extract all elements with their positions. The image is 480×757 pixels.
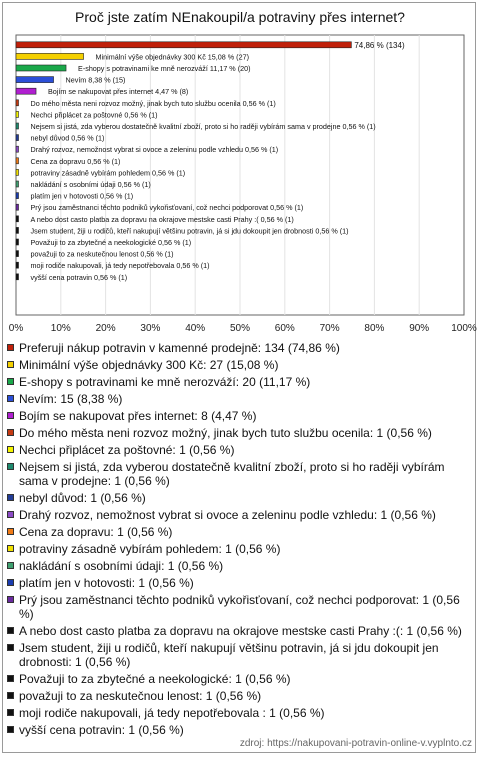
legend-label: vyšší cena potravin: 1 (0,56 %): [19, 723, 184, 737]
legend-label: Nevím: 15 (8,38 %): [19, 392, 123, 406]
legend-label: nakládání s osobními údaji: 1 (0,56 %): [19, 559, 224, 573]
bar-label: Považuji to za zbytečné a neekologické 0,56 % (1): [30, 238, 192, 247]
legend-label: Nejsem si jistá, zda vyberou dostatečně kvalitní zboží, proto si ho raději vybírám sama v prodejne: 1 (0,56 %): [19, 460, 445, 488]
legend-item: [6, 375, 472, 389]
legend-label: Nechci připlácet za poštovné: 1 (0,56 %): [19, 443, 235, 457]
legend-item: [6, 542, 472, 556]
x-tick-label: 60%: [274, 323, 295, 334]
legend-swatch: [7, 494, 14, 501]
chart-title: Proč jste zatím NEnakoupil/a potraviny přes internet?: [75, 9, 405, 25]
bar: [16, 204, 19, 210]
bar: [16, 193, 19, 199]
bar: [16, 216, 19, 222]
x-tick-label: 90%: [409, 323, 430, 334]
legend-label: považuji to za neskutečnou lenost: 1 (0,56 %): [19, 689, 262, 703]
legend-label: Cena za dopravu: 1 (0,56 %): [19, 525, 173, 539]
bar: [16, 227, 19, 233]
bar-label: považuji to za neskutečnou lenost 0,56 % (1): [30, 249, 174, 259]
bar-label: Bojím se nakupovat přes internet 4,47 % (8): [48, 87, 189, 97]
legend-swatch: [7, 429, 14, 436]
x-tick-label: 80%: [364, 323, 385, 334]
legend-swatch: [7, 675, 14, 682]
bar: [16, 111, 19, 117]
bar: [16, 65, 66, 71]
x-tick-label: 70%: [319, 323, 340, 334]
bar: [16, 239, 19, 245]
legend-label: Prý jsou zaměstnanci těchto podniků vykořisťovaní, což nechci podporovat: 1 (0,56 %): [19, 593, 460, 621]
x-tick-label: 40%: [185, 323, 206, 334]
bar-label: Prý jsou zaměstnanci těchto podniků vykořisťovaní, což nechci podporovat 0,56 % (1): [30, 203, 304, 213]
legend-label: moji rodiče nakupovali, já tedy nepotřebovala : 1 (0,56 %): [19, 706, 325, 720]
legend-item: [6, 641, 472, 669]
legend-item: [6, 443, 472, 457]
bar: [16, 169, 19, 175]
legend-item: [6, 593, 472, 621]
legend-item: [6, 426, 472, 440]
bar-label: platím jen v hotovosti 0,56 % (1): [30, 191, 134, 201]
x-tick-label: 100%: [451, 323, 477, 334]
legend-label: platím jen v hotovosti: 1 (0,56 %): [19, 576, 194, 590]
bar: [16, 181, 19, 187]
bar: [16, 88, 36, 94]
legend-item: [6, 624, 472, 638]
legend-swatch: [7, 545, 14, 552]
bar: [16, 123, 19, 129]
bar-label: Minimální výše objednávky 300 Kč 15,08 % (27): [95, 52, 249, 62]
x-tick-label: 50%: [229, 323, 251, 334]
bar: [16, 53, 84, 59]
legend-label: nebyl důvod: 1 (0,56 %): [19, 491, 146, 505]
legend-item: [6, 460, 472, 488]
legend-label: A nebo dost casto platba za dopravu na okrajove mestske casti Prahy :(: 1 (0,56 %): [19, 624, 462, 638]
bar: [16, 251, 19, 257]
bar-label: 74,86 % (134): [354, 40, 405, 50]
bar-label: Nejsem si jistá, zda vyberou dostatečně kvalitní zboží, proto si ho raději vybírám sama v prodejne 0,56 % (1): [30, 122, 376, 131]
legend-label: Drahý rozvoz, nemožnost vybrat si ovoce a zeleninu podle vzhledu: 1 (0,56 %): [19, 508, 436, 522]
legend-item: [6, 559, 472, 573]
bar-label: moji rodiče nakupovali, já tedy nepotřebovala 0,56 % (1): [30, 261, 210, 271]
legend-label: Jsem student, žiji u rodičů, kteří nakupují většinu potravin, já si jdu dokoupit jen drobnosti: 1 (0,56 %): [19, 641, 439, 669]
bar: [16, 135, 19, 141]
bar-label: Do mého města neni rozvoz možný, jinak bych tuto službu ocenila 0,56 % (1): [30, 98, 276, 108]
legend-label: Bojím se nakupovat přes internet: 8 (4,47 %): [19, 409, 257, 423]
bar-label: Cena za dopravu 0,56 % (1): [30, 156, 121, 166]
legend-swatch: [7, 644, 14, 651]
legend-swatch: [7, 361, 14, 368]
legend-swatch: [7, 692, 14, 699]
legend-item: [6, 491, 472, 505]
bar-label: nakládání s osobními údaji 0,56 % (1): [30, 180, 151, 189]
legend-item: [6, 723, 472, 737]
legend-swatch: [7, 344, 14, 351]
bar: [16, 77, 54, 83]
legend-swatch: [7, 627, 14, 634]
bar-chart-plot: [0, 0, 480, 340]
legend-item: [6, 689, 472, 703]
legend-swatch: [7, 528, 14, 535]
bar-label: A nebo dost casto platba za dopravu na okrajove mestske casti Prahy :( 0,56 % (1): [30, 214, 294, 224]
bar: [16, 146, 19, 152]
legend-item: [6, 706, 472, 720]
legend-swatch: [7, 562, 14, 569]
bar-label: Nevím 8,38 % (15): [65, 75, 126, 85]
x-tick-label: 0%: [8, 323, 24, 334]
legend-item: [6, 576, 472, 590]
legend-swatch: [7, 511, 14, 518]
x-tick-label: 20%: [95, 323, 116, 334]
bar-label: Drahý rozvoz, nemožnost vybrat si ovoce a zeleninu podle vzhledu 0,56 % (1): [30, 145, 279, 155]
legend-item: [6, 392, 472, 406]
legend-swatch: [7, 579, 14, 586]
x-tick-label: 30%: [140, 323, 161, 334]
x-tick-label: 10%: [50, 323, 71, 334]
bar-label: nebyl důvod 0,56 % (1): [30, 133, 105, 143]
legend-item: [6, 341, 472, 355]
bar-label: vyšší cena potravin 0,56 % (1): [30, 272, 128, 282]
legend-swatch: [7, 395, 14, 402]
legend-swatch: [7, 726, 14, 733]
bar-label: Jsem student, žiji u rodičů, kteří nakupují většinu potravin, já si jdu dokoupit jen drobnosti 0,56 % (1): [30, 226, 349, 236]
legend-item: [6, 508, 472, 522]
bar: [16, 158, 19, 164]
legend-swatch: [7, 463, 14, 470]
chart-legend: [6, 341, 472, 740]
legend-label: potraviny zásadně vybírám pohledem: 1 (0,56 %): [19, 542, 281, 556]
bar-label: E-shopy s potravinami ke mně nerozváží 11,17 % (20): [78, 64, 251, 73]
legend-label: Do mého města neni rozvoz možný, jinak bych tuto službu ocenila: 1 (0,56 %): [19, 426, 432, 440]
legend-swatch: [7, 378, 14, 385]
bar-label: potraviny zásadně vybírám pohledem 0,56 % (1): [30, 168, 186, 178]
legend-label: Minimální výše objednávky 300 Kč: 27 (15,08 %): [19, 358, 279, 372]
legend-swatch: [7, 412, 14, 419]
legend-item: [6, 409, 472, 423]
legend-label: Preferuji nákup potravin v kamenné prodejně: 134 (74,86 %): [19, 341, 340, 355]
legend-swatch: [7, 596, 14, 603]
bar: [16, 262, 19, 268]
source-credit: zdroj: https://nakupovani-potravin-online-v.vyplnto.cz: [239, 738, 472, 749]
legend-item: [6, 358, 472, 372]
legend-swatch: [7, 446, 14, 453]
bar: [16, 42, 351, 48]
legend-item: [6, 672, 472, 686]
bar: [16, 274, 19, 280]
bar-label: Nechci připlácet za poštovné 0,56 % (1): [30, 110, 158, 120]
legend-label: Považuji to za zbytečné a neekologické: 1 (0,56 %): [19, 672, 291, 686]
legend-item: [6, 525, 472, 539]
bar: [16, 100, 19, 106]
legend-swatch: [7, 709, 14, 716]
legend-label: E-shopy s potravinami ke mně nerozváží: 20 (11,17 %): [19, 375, 311, 389]
